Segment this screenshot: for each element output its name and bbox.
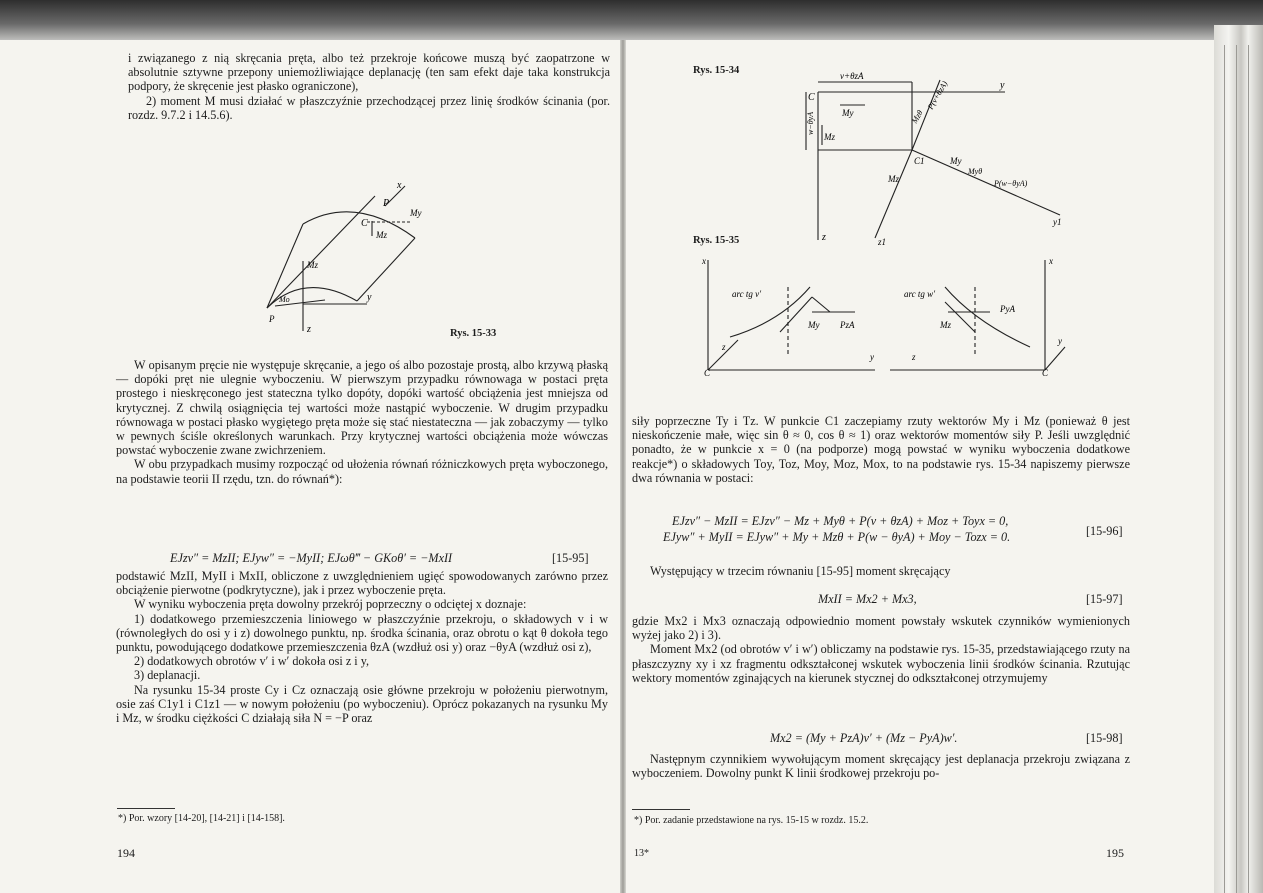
fig35-c1-label: C [704, 368, 711, 377]
fig34-left-label: w−θyA [806, 111, 815, 135]
figure-15-34 [790, 70, 1090, 250]
figure-15-34-caption: Rys. 15-34 [693, 65, 740, 76]
equation-15-96-b: EJyw″ + MyII = EJyw″ + My + Mzθ + P(w − θyA) + Moy − Tozx = 0. [663, 530, 1011, 544]
equation-15-97: MxII = Mx2 + Mx3, [818, 592, 917, 606]
fig35-pz-label: PzA [840, 320, 855, 330]
right-paragraph-2: Występujący w trzecim równaniu [15-95] moment skręcający [650, 564, 951, 578]
right-paragraph-1: siły poprzeczne Ty i Tz. W punkcie C1 zaczepiamy rzuty wektorów My i Mz (ponieważ θ jest nieskończenie małe, więc sin θ ≈ 0, cos θ ≈ 1) oraz wektorów momentów siły P. Jeśli uwzględnić ponadto, że w punkcie x = 0 (na podporze) mogą powstać w wyniku wyboczenia dodatkowe reakcje*) o składowych Toy, Toz, Moy, Moz, Mox, to na podstawie rys. 15-34 napiszemy pierwsze dwa równania w postaci: [632, 414, 1130, 485]
fig33-my-label: My [410, 208, 422, 218]
left-footnote: *) Por. wzory [14-20], [14-21] i [14-158]. [118, 813, 285, 824]
left-list-1: 1) dodatkowego przemieszczenia liniowego w płaszczyźnie przekroju, o składowych v i w (równoległych do osi y i z) dowolnego punktu, np. środka ścinania, oraz obrotu o kąt θ dokoła tego punktu, powodującego dodatkowe przemieszczenia θzA (wzdłuż osi y) oraz −θyA (wzdłuż osi z), [116, 611, 608, 655]
fig35-y2-label: y [1058, 336, 1062, 346]
figure-15-35 [700, 252, 1070, 377]
equation-15-95: EJzv″ = MzII; EJyw″ = −MyII; EJωθ‴ − GKοθ′ = −MxII [170, 551, 453, 565]
equation-15-96-a: EJzv″ − MzII = EJzv″ − Mz + Myθ + P(v + θzA) + Moz + Toyx = 0, [672, 514, 1009, 528]
equation-15-98-number: [15-98] [1086, 731, 1123, 745]
left-page-number: 194 [117, 846, 135, 860]
figure-15-35-caption: Rys. 15-35 [693, 235, 740, 246]
right-paragraph-3: gdzie Mx2 i Mx3 oznaczają odpowiednio moment powstały wskutek czynników wymienionych wyżej jako 2) i 3). [632, 614, 1130, 643]
figure-15-33 [245, 176, 435, 336]
fig35-x1-label: x [702, 256, 706, 266]
fig34-c1-label: C1 [914, 156, 925, 166]
equation-15-95-number: [15-95] [552, 551, 589, 565]
right-body-1 [632, 414, 1130, 485]
fig34-top-label: v+θzA [840, 71, 864, 81]
condition-item-2: 2) moment M musi działać w płaszczyźnie przechodzącej przez linię środków ścinania (por. rozdz. 9.7.2 i 14.5.6). [128, 93, 610, 122]
fig35-arc-v-label: arc tg v′ [732, 289, 762, 299]
right-footnote: *) Por. zadanie przedstawione na rys. 15-15 w rozdz. 15.2. [634, 815, 869, 826]
fig34-myc1-label: My [950, 156, 962, 166]
fig35-mz-label: Mz [940, 320, 951, 330]
fig34-pv-label: P(v+θzA) [925, 79, 950, 111]
left-paragraph-4: W wyniku wyboczenia pręta dowolny przekrój poprzeczny o odciętej x doznaje: [134, 597, 527, 612]
left-list-2: 2) dodatkowych obrotów v′ i w′ dokoła osi z i y, [134, 654, 370, 669]
fig35-z2-label: z [912, 352, 916, 362]
left-paragraph-2: W obu przypadkach musimy rozpocząć od ułożenia równań różniczkowych pręta wyboczonego, na podstawie teorii II rzędu, tzn. do równań*): [116, 457, 608, 486]
fig34-pw-label: P(w−θyA) [994, 179, 1028, 188]
fig34-z-label: z [822, 232, 826, 243]
fig33-mz-label: Mz [376, 230, 387, 240]
right-body-2 [632, 614, 1130, 685]
fig34-y1-label: y1 [1053, 217, 1062, 227]
equation-15-98: Mx2 = (My + PzA)v′ + (Mz − PyA)w′. [770, 731, 958, 745]
fig33-x-label: x [397, 180, 402, 191]
fig34-y-label: y [1000, 80, 1005, 91]
right-paragraph-4: Moment Mx2 (od obrotów v′ i w′) obliczamy na podstawie rys. 15-35, przedstawiającego rzuty na płaszczyzny xy i xz fragmentu odkształconej wskutek wyboczenia linii środków ścinania. Rzutując wektory momentów zginających na kierunek stycznej do odkształconej otrzymujemy [632, 642, 1130, 685]
right-signature-mark: 13* [634, 848, 649, 859]
fig33-mo-label: Mo [279, 295, 290, 304]
fig35-my-label: My [808, 320, 820, 330]
fig35-x2-label: x [1049, 256, 1053, 266]
fig34-c-label: C [808, 92, 815, 103]
left-paragraph-3: podstawić MzII, MyII i MxII, obliczone z uwzględnieniem ugięć spowodowanych zarówno przez obciążenie pierwotne (podkrytyczne), jak i przez wyboczenie pręta. [116, 569, 608, 598]
fig35-c2-label: C [1042, 368, 1049, 377]
figure-15-33-caption: Rys. 15-33 [450, 328, 497, 339]
fig33-p-label: P [383, 198, 390, 209]
fig35-y1-label: y [870, 352, 874, 362]
scan-dark-edge [0, 0, 1263, 40]
fig34-z1-label: z1 [878, 237, 887, 247]
equation-15-97-number: [15-97] [1086, 592, 1123, 606]
fig34-my-theta-label: Myθ [968, 167, 983, 176]
left-footnote-rule [117, 808, 175, 809]
fig33-c-label: C [361, 218, 368, 229]
fig33-z-label: z [307, 324, 311, 335]
fig35-z1-label: z [722, 342, 726, 352]
left-body-2 [116, 569, 608, 725]
left-paragraph-5: Na rysunku 15-34 proste Cy i Cz oznaczają osie główne przekroju w położeniu pierwotnym, osie zaś C1y1 i C1z1 — w nowym położeniu (po wyboczeniu). Oprócz pokazanych na rysunku My i Mz, w środku ciężkości C działają siła N = −P oraz [116, 682, 608, 726]
page-stack-edge [1214, 25, 1263, 893]
left-paragraph-1: W opisanym pręcie nie występuje skręcanie, a jego oś albo pozostaje prostą, albo krzywą płaską — dopóki pręt nie ulegnie wyboczeniu. W pierwszym przypadku równowaga w postaci pręta prostego i nieskręconego jest stateczna tylko dopóty, dopóki wartość obciążenia jest mniejsza od krytycznej. Z chwilą osiągnięcia tej wartości może nastąpić wyboczenie. W drugim przypadku równowaga w postaci płasko wygiętego pręta może się stać niestateczna — jak zobaczymy — tylko w pewnych ściśle określonych warunkach. Przy krytycznej wartości obciążenia może wówczas powstać wyboczenie zwane zwichrzeniem. [116, 358, 608, 458]
fig35-py-label: PyA [1000, 304, 1015, 314]
right-footnote-rule [632, 809, 690, 810]
right-page-number: 195 [1106, 846, 1124, 860]
right-paragraph-5: Następnym czynnikiem wywołującym moment skręcający jest deplanacja przekroju związana z wyboczeniem. Dowolny punkt K linii środkowej przekroju po- [632, 752, 1130, 781]
fig33-y-label: y [367, 292, 372, 303]
fig35-arc-w-label: arc tg w′ [904, 289, 936, 299]
fig34-mzc1-label: Mz [888, 174, 899, 184]
left-body-1 [116, 358, 608, 486]
fig33-mz-side-label: Mz [307, 260, 318, 270]
equation-15-96-number: [15-96] [1086, 524, 1123, 538]
left-paragraph-top: i związanego z nią skręcania pręta, albo też przekroje końcowe muszą być zaopatrzone w absolutnie sztywne przepony uniemożliwiające deplanację (ten sam efekt daje taka konstrukcja podpory, że skręcenie jest płasko ograniczone), 2) moment M musi działać w płaszczyźnie przechodzącej przez linię środków ścinania (por. rozdz. 9.7.2 i 14.5.6). [128, 51, 610, 122]
left-list-3: 3) deplanacji. [134, 668, 201, 683]
fig33-p-bottom-label: P [269, 314, 275, 324]
book-gutter [620, 40, 626, 893]
fig34-my-label: My [842, 108, 854, 118]
fig34-mz-theta-label: Mzθ [909, 108, 925, 125]
fig34-mz-label: Mz [824, 132, 835, 142]
